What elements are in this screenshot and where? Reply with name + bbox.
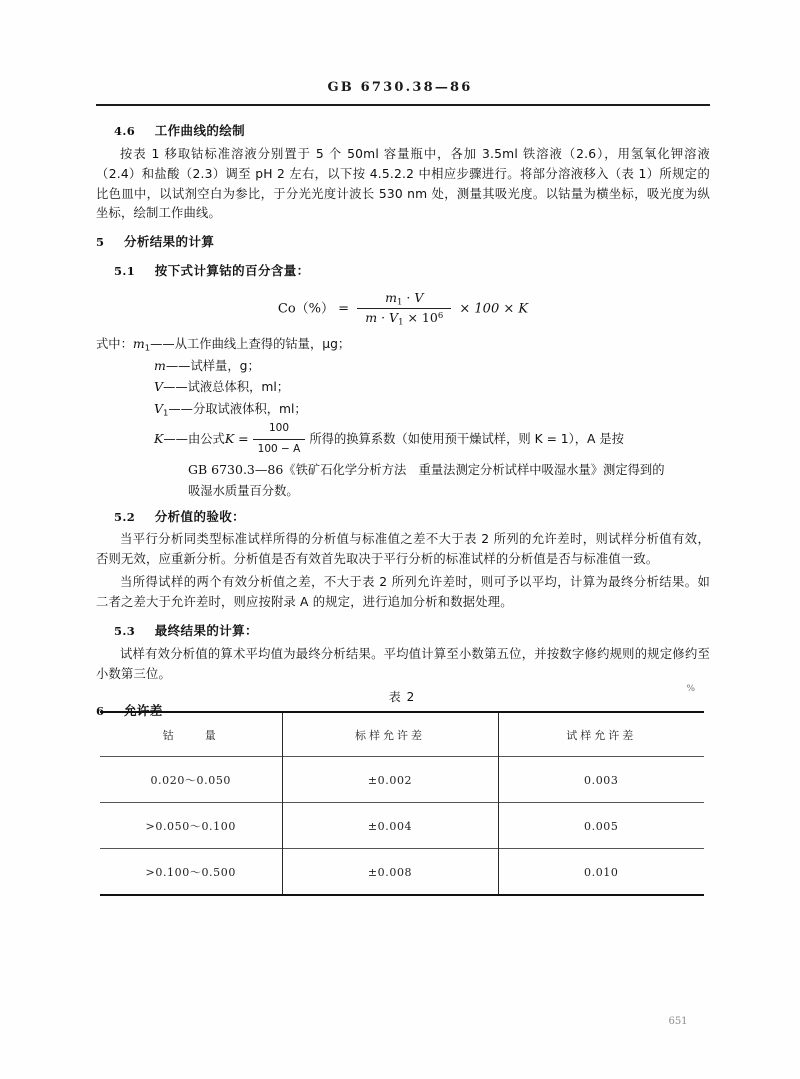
formula-den-exp: 6 <box>437 311 444 321</box>
table-2-container <box>100 684 704 896</box>
where-lead-label: 式中： <box>96 336 133 351</box>
table-row <box>100 757 704 803</box>
where-symbol-V1-sub: 1 <box>163 407 169 418</box>
cell-sample-tolerance-1: 0.003 <box>498 757 704 803</box>
where-k-suffix: 所得的换算系数（如使用预干燥试样，则 K = 1），A 是按 <box>309 432 624 447</box>
table-2-unit-label: % <box>686 684 696 694</box>
where-symbol-V: V <box>154 379 164 395</box>
section-title-5-2: 分析值的验收： <box>154 508 246 524</box>
formula-den-V1-sub: 1 <box>398 317 404 328</box>
reference-standard-number: GB 6730.3—86 <box>188 461 284 477</box>
where-symbol-m1: m <box>132 335 145 351</box>
section-heading-5-3 <box>96 622 710 641</box>
where-dash-m: —— <box>165 358 191 373</box>
table-2-allowable-difference <box>100 711 704 896</box>
document-body <box>96 122 710 724</box>
section-number-5-2: 5.2 <box>114 509 136 524</box>
where-dash-K: —— <box>163 432 188 447</box>
where-text-V: 试液总体积，ml； <box>187 380 290 395</box>
section-number-4-6: 4.6 <box>114 124 136 138</box>
cell-sample-tolerance-3: 0.010 <box>498 849 704 896</box>
page-number: 651 <box>668 1016 688 1027</box>
where-text-m: 试样量，g； <box>190 358 260 373</box>
formula-den-m: m <box>365 310 378 326</box>
cell-cobalt-range-2: >0.050～0.100 <box>100 803 282 849</box>
variable-definition-K-line3: 吸湿水质量百分数。 <box>188 483 299 498</box>
where-symbol-m: m <box>154 357 166 373</box>
formula-den-dot: · <box>381 310 386 326</box>
paragraph-5-2-1: 当平行分析同类型标准试样所得的分析值与标准值之差不大于表 2 所列的允许差时，则试样分析值有效，否则无效，应重新分析。分析值是否有效首先取决于平行分析的标准试样的分析值是否与标准值一致。 <box>96 532 710 567</box>
formula-tail: × 100 × K <box>459 301 529 317</box>
formula-fraction <box>357 290 451 328</box>
paragraph-5-2-2: 当所得试样的两个有效分析值之差，不大于表 2 所列允许差时，则可予以平均，计算为最终分析结果。如二者之差大于允许差时，则应按附录 A 的规定，进行追加分析和数据处理。 <box>96 575 710 610</box>
section-title-4-6: 工作曲线的绘制 <box>154 123 246 138</box>
section-heading-5-2 <box>96 508 710 527</box>
where-k-equation-label: K = <box>224 431 249 447</box>
where-k-prefix: 由公式 <box>187 432 225 447</box>
section-title-5: 分析结果的计算 <box>123 234 215 250</box>
table-row <box>100 849 704 896</box>
formula-num-m1-sub: 1 <box>396 297 403 308</box>
section-number-5-1: 5.1 <box>114 264 136 279</box>
where-text-m1: 从工作曲线上查得的钴量，μg； <box>174 336 351 351</box>
cell-standard-tolerance-3: ±0.008 <box>282 849 498 896</box>
table-header-standard-sample-tolerance: 标样允许差 <box>282 712 498 757</box>
running-header-standard-number: GB 6730.38—86 <box>327 80 473 95</box>
section-heading-5 <box>96 233 710 252</box>
table-header-row <box>100 712 704 757</box>
formula-den-times: × 10 <box>407 310 438 326</box>
formula-den-V1: V <box>389 310 399 326</box>
formula-K-denominator: 100 − A <box>257 443 301 456</box>
table-header-cobalt-content: 钴 量 <box>162 729 219 742</box>
header-divider-rule <box>96 104 710 106</box>
where-clause <box>96 334 710 355</box>
section-number-5: 5 <box>96 235 105 250</box>
section-number-5-3: 5.3 <box>114 624 136 639</box>
table-2-caption-row <box>100 684 704 705</box>
formula-num-m1: m <box>385 289 397 305</box>
section-heading-4-6 <box>96 122 710 141</box>
where-symbol-V1: V <box>154 401 164 417</box>
where-dash-V1: —— <box>168 402 193 417</box>
section-number-6: 6 <box>96 703 105 718</box>
table-row <box>100 803 704 849</box>
cell-standard-tolerance-2: ±0.004 <box>282 803 498 849</box>
section-title-5-1: 按下式计算钴的百分含量： <box>154 263 310 279</box>
table-header-test-sample-tolerance: 试样允许差 <box>498 712 704 757</box>
cell-standard-tolerance-1: ±0.002 <box>282 757 498 803</box>
formula-numerator <box>357 290 451 309</box>
section-title-6: 允许差 <box>123 702 163 718</box>
reference-standard-title: 《铁矿石化学分析方法 重量法测定分析试样中吸湿水量》测定得到的 <box>283 462 665 477</box>
cell-cobalt-range-3: >0.100～0.500 <box>100 849 282 896</box>
variable-definition-K-line2 <box>96 459 710 481</box>
formula-equals: = <box>338 301 350 317</box>
formula-num-V: V <box>414 289 424 305</box>
where-dash-V: —— <box>163 380 188 395</box>
formula-K-numerator: 100 <box>253 420 306 440</box>
paragraph-5-3-1: 试样有效分析值的算术平均值为最终分析结果。平均值计算至小数第五位，并按数字修约规则的规定修约至小数第三位。 <box>96 646 710 681</box>
formula-num-dot: · <box>406 289 411 305</box>
where-symbol-m1-sub: 1 <box>144 341 151 352</box>
variable-definition-V <box>96 376 710 398</box>
formula-cobalt-percentage <box>96 290 710 328</box>
variable-definition-list <box>96 355 710 502</box>
variable-definition-V1 <box>96 398 710 420</box>
formula-denominator <box>357 309 451 327</box>
cell-sample-tolerance-2: 0.005 <box>498 803 704 849</box>
variable-definition-K <box>96 420 710 459</box>
where-text-V1: 分取试液体积，ml； <box>192 402 307 417</box>
variable-definition-m <box>96 355 710 377</box>
section-title-5-3: 最终结果的计算： <box>154 623 258 639</box>
section-heading-5-1 <box>96 262 710 281</box>
formula-K-fraction <box>253 420 306 459</box>
table-2-caption: 表 2 <box>388 690 416 704</box>
cell-cobalt-range-1: 0.020～0.050 <box>100 757 282 803</box>
paragraph-4-6-1: 按表 1 移取钴标准溶液分别置于 5 个 50ml 容量瓶中，各加 3.5ml 铁溶液（2.6），用氢氧化钾溶液（2.4）和盐酸（2.3）调至 pH 2 左右，以下按 4.5.2.2 中相应步骤进行。将部分溶液移入（表 1）所规定的比色皿中，以试剂空白为参比，于分光光度计波长 530 nm 处，测量其吸光度。以钴量为横坐标，吸光度为纵坐标，绘制工作曲线。 <box>96 146 710 221</box>
formula-lhs: Co（%） <box>277 301 335 317</box>
where-dash-m1: —— <box>150 336 175 351</box>
where-symbol-K: K <box>154 431 164 447</box>
